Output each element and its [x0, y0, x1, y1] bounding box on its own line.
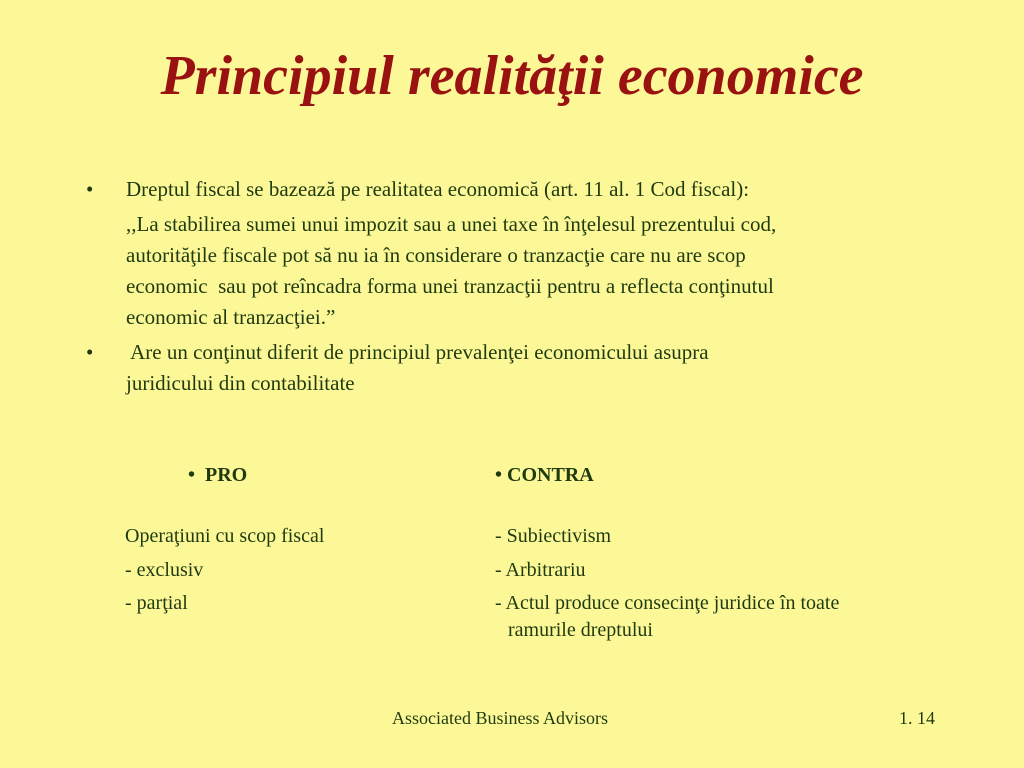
- footer-company: Associated Business Advisors: [392, 708, 608, 728]
- pro-item: - exclusiv: [125, 559, 204, 581]
- contra-item: - Arbitrariu: [495, 559, 586, 581]
- bullet-item-fiscal-law: [86, 174, 946, 205]
- bullet-list: [86, 174, 946, 399]
- bullet-item-accounting-principle: [86, 337, 946, 399]
- quote-line: ,,La stabilirea sumei unui impozit sau a unei taxe în înţelesul prezentului cod,: [126, 212, 777, 236]
- bullet-text-line: juridicului din contabilitate: [126, 371, 355, 395]
- quote-line: economic al tranzacţiei.”: [126, 305, 336, 329]
- pro-heading: • PRO: [188, 464, 248, 486]
- bullet-text-line: Are un conţinut diferit de principiul prevalenţei economicului asupra: [126, 340, 709, 364]
- pro-item: - parţial: [125, 592, 188, 614]
- legal-quote: [86, 209, 946, 333]
- pro-item: Operaţiuni cu scop fiscal: [125, 525, 325, 547]
- bullet-marker: •: [86, 340, 94, 364]
- quote-line: economic sau pot reîncadra forma unei tranzacţii pentru a reflecta conţinutul: [126, 274, 774, 298]
- contra-item: - Subiectivism: [495, 525, 612, 547]
- bullet-text: Dreptul fiscal se bazează pe realitatea economică (art. 11 al. 1 Cod fiscal):: [126, 177, 750, 201]
- page-number: 1. 14: [899, 708, 935, 728]
- bullet-marker: •: [86, 177, 94, 201]
- contra-item: - Actul produce consecinţe juridice în toate: [495, 592, 840, 614]
- contra-item: ramurile dreptului: [508, 619, 653, 641]
- slide-title: Principiul realităţii economice: [160, 45, 864, 107]
- quote-line: autorităţile fiscale pot să nu ia în considerare o tranzacţie care nu are scop: [126, 243, 746, 267]
- contra-heading: • CONTRA: [495, 464, 594, 486]
